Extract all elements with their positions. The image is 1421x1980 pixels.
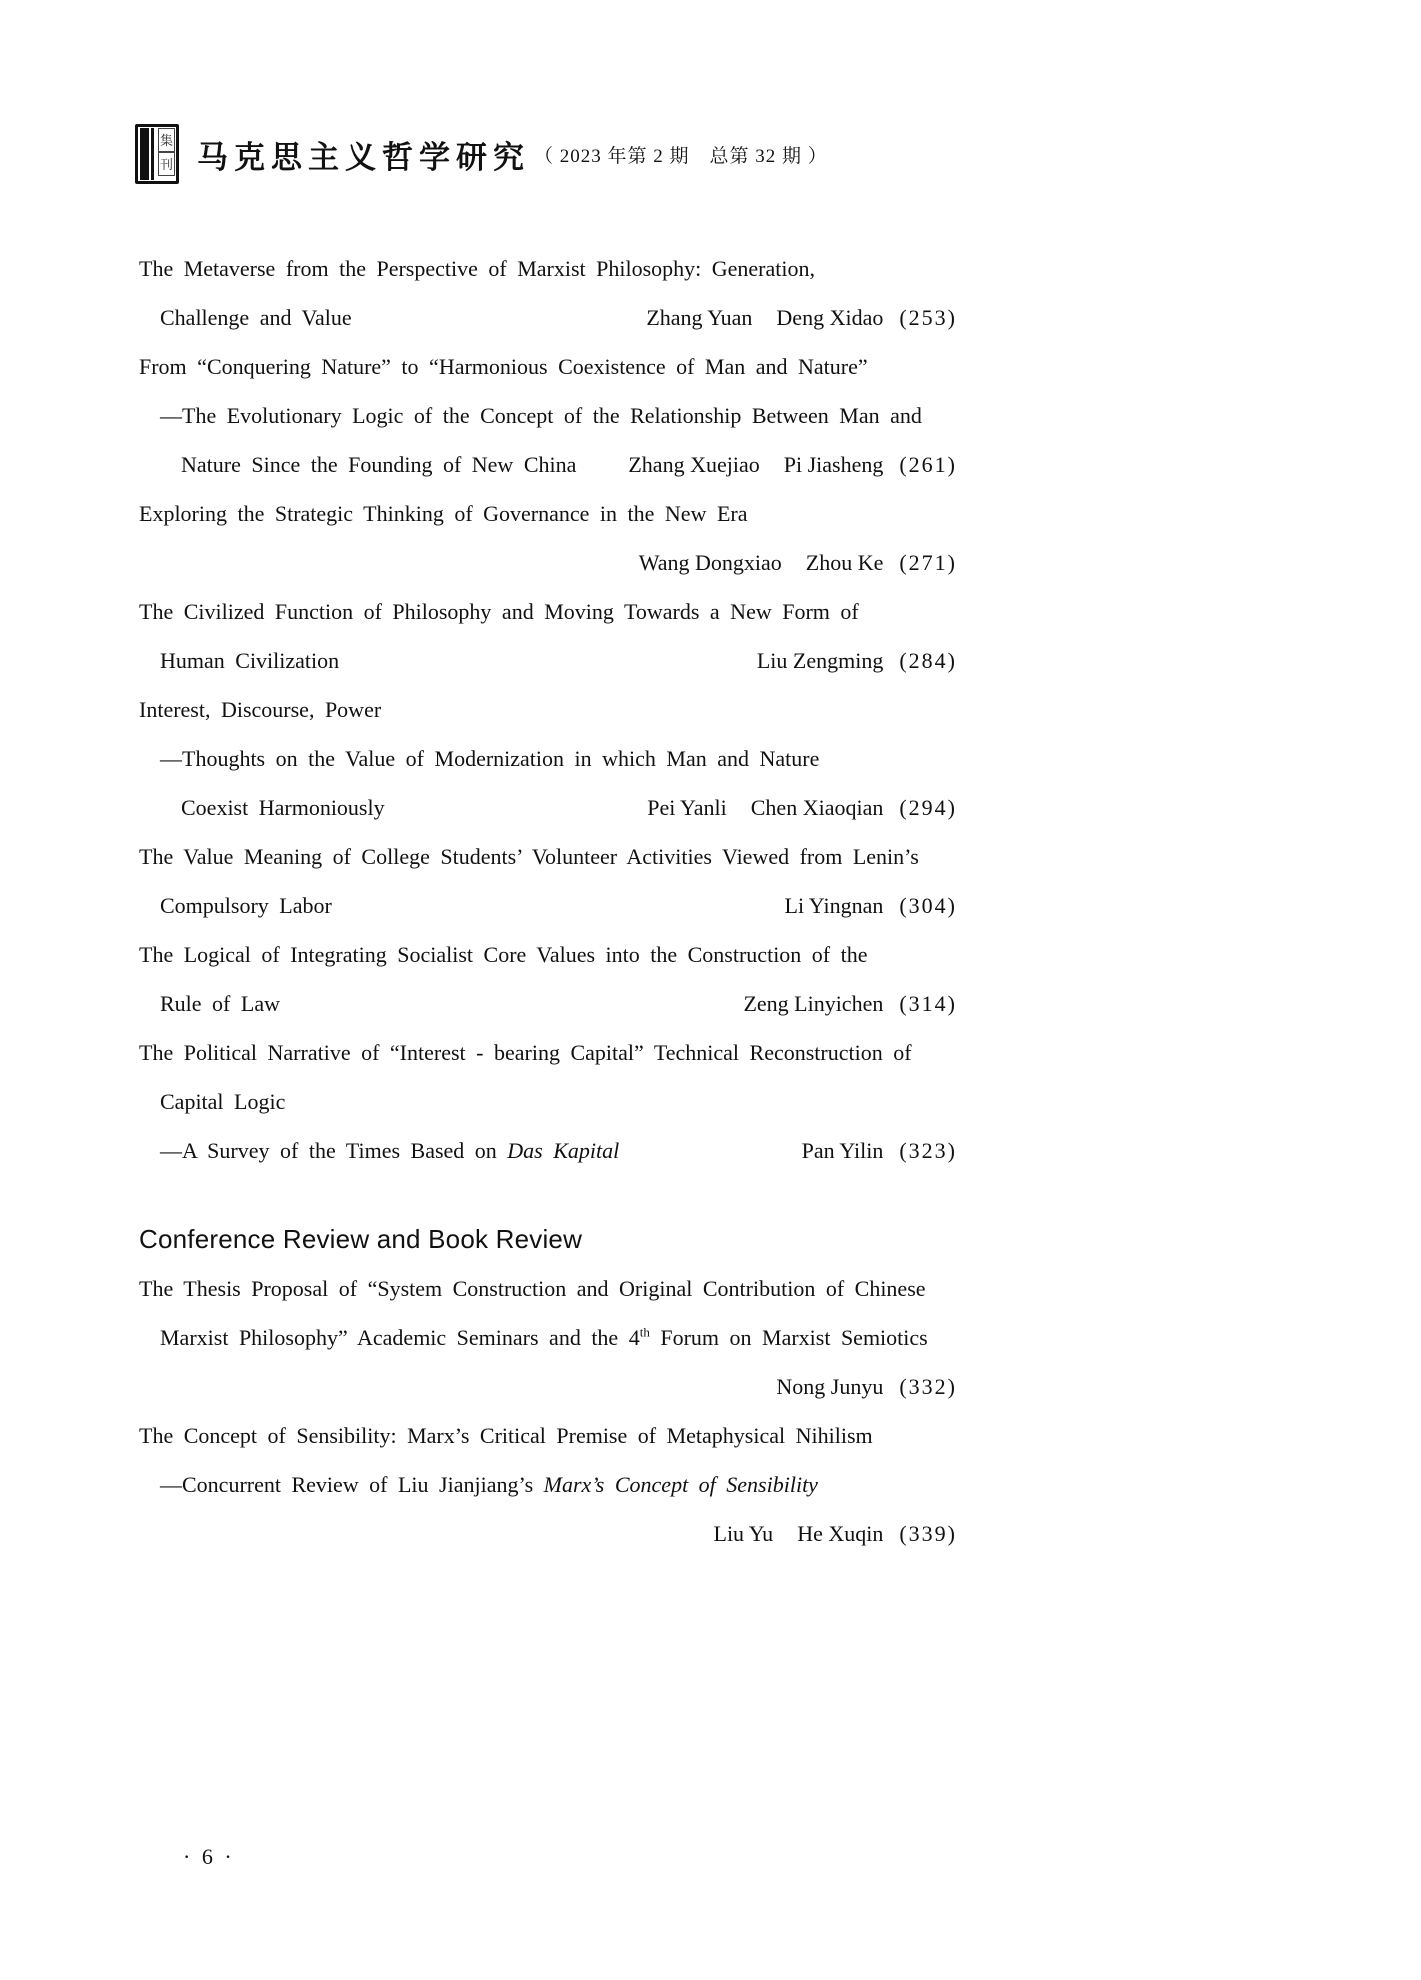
- toc-line: [139, 1411, 957, 1460]
- author-name: Pei Yanli: [647, 795, 727, 820]
- entry-title: The Thesis Proposal of “System Construction and Original Contribution of Chinese: [139, 1276, 926, 1301]
- author-name: Deng Xidao: [776, 305, 884, 330]
- entry-page-number: (332): [899, 1374, 957, 1399]
- toc-line: [139, 636, 957, 685]
- entry-title: The Value Meaning of College Students’ Volunteer Activities Viewed from Lenin’s: [139, 844, 919, 869]
- entry-authors-page: [647, 783, 957, 832]
- entry-page-number: (253): [899, 305, 957, 330]
- author-name: Pan Yilin: [801, 1138, 884, 1163]
- toc-line: [139, 587, 957, 636]
- entry-authors-page: [776, 1362, 957, 1411]
- entry-title: Challenge and Value: [160, 305, 352, 330]
- entry-authors-page: [714, 1509, 958, 1558]
- toc-line: [139, 1077, 957, 1126]
- toc-line: [139, 293, 957, 342]
- toc-line: [139, 1126, 957, 1175]
- author-name: He Xuqin: [797, 1521, 884, 1546]
- entry-title: Capital Logic: [160, 1089, 286, 1114]
- entry-page-number: (271): [899, 550, 957, 575]
- entry-title: Exploring the Strategic Thinking of Governance in the New Era: [139, 501, 748, 526]
- entry-title: Marxist Philosophy” Academic Seminars and the 4th Forum on Marxist Semiotics: [160, 1324, 928, 1350]
- entry-title: —The Evolutionary Logic of the Concept of the Relationship Between Man and: [160, 403, 922, 428]
- entry-title: The Logical of Integrating Socialist Core Values into the Construction of the: [139, 942, 868, 967]
- author-name: Liu Yu: [713, 1521, 774, 1546]
- entry-authors-page: [785, 881, 957, 930]
- entry-page-number: (304): [899, 893, 957, 918]
- toc-line: [139, 1028, 957, 1077]
- author-name: Chen Xiaoqian: [750, 795, 884, 820]
- entry-page-number: (294): [899, 795, 957, 820]
- logo-char-top: 集: [158, 128, 175, 152]
- page-footer: [183, 1832, 235, 1881]
- table-of-contents: [139, 244, 957, 1558]
- author-name: Li Yingnan: [784, 893, 884, 918]
- toc-line: [139, 1313, 957, 1362]
- toc-line: [139, 783, 957, 832]
- author-name: Zhou Ke: [805, 550, 884, 575]
- toc-line: [139, 342, 957, 391]
- entry-title: —Thoughts on the Value of Modernization in which Man and Nature: [160, 746, 820, 771]
- toc-line: [139, 538, 957, 587]
- entry-authors-page: [802, 1126, 957, 1175]
- author-name: Nong Junyu: [776, 1374, 884, 1399]
- issue-info: （ 2023 年第 2 期 总第 32 期 ）: [534, 145, 828, 167]
- author-name: Zeng Linyichen: [743, 991, 884, 1016]
- entry-title: The Political Narrative of “Interest - bearing Capital” Technical Reconstruction of: [139, 1040, 912, 1065]
- page-header: [135, 124, 828, 184]
- logo-char-bottom: 刊: [158, 152, 175, 176]
- entry-title: —Concurrent Review of Liu Jianjiang’s Marx’s Concept of Sensibility: [160, 1472, 818, 1497]
- author-name: Zhang Xuejiao: [628, 452, 760, 477]
- entry-title: The Metaverse from the Perspective of Marxist Philosophy: Generation,: [139, 256, 816, 281]
- entry-authors-page: [639, 538, 957, 587]
- entry-title: Coexist Harmoniously: [181, 795, 385, 820]
- section-heading: Conference Review and Book Review: [139, 1224, 583, 1254]
- entry-authors-page: [646, 293, 957, 342]
- journal-logo: [135, 124, 179, 184]
- author-name: Pi Jiasheng: [783, 452, 884, 477]
- toc-line: [139, 391, 957, 440]
- toc-line: [139, 1264, 957, 1313]
- entry-title: Interest, Discourse, Power: [139, 697, 382, 722]
- author-name: Wang Dongxiao: [638, 550, 782, 575]
- entry-authors-page: [743, 979, 957, 1028]
- toc-line: [139, 1362, 957, 1411]
- logo-spine-bar: [140, 128, 149, 180]
- logo-spine-stripe: [151, 128, 154, 180]
- toc-line: [139, 734, 957, 783]
- entry-title: The Concept of Sensibility: Marx’s Critical Premise of Metaphysical Nihilism: [139, 1423, 873, 1448]
- entry-title: Compulsory Labor: [160, 893, 332, 918]
- entry-title: From “Conquering Nature” to “Harmonious Coexistence of Man and Nature”: [139, 354, 868, 379]
- toc-line: [139, 1460, 957, 1509]
- toc-line: [139, 440, 957, 489]
- toc-line: [139, 832, 957, 881]
- entry-page-number: (339): [899, 1521, 957, 1546]
- toc-line: [139, 1509, 957, 1558]
- author-name: Zhang Yuan: [646, 305, 753, 330]
- entry-page-number: (261): [899, 452, 957, 477]
- logo-characters: [158, 128, 175, 176]
- author-name: Liu Zengming: [756, 648, 884, 673]
- entry-title: The Civilized Function of Philosophy and Moving Towards a New Form of: [139, 599, 859, 624]
- entry-title: Nature Since the Founding of New China: [181, 452, 577, 477]
- entry-title: —A Survey of the Times Based on Das Kapital: [160, 1138, 620, 1163]
- entry-authors-page: [628, 440, 957, 489]
- entry-page-number: (323): [899, 1138, 957, 1163]
- entry-title: Rule of Law: [160, 991, 280, 1016]
- toc-line: [139, 930, 957, 979]
- journal-title: 马克思主义哲学研究: [197, 139, 530, 175]
- toc-line: [139, 979, 957, 1028]
- toc-line: [139, 489, 957, 538]
- entry-page-number: (314): [899, 991, 957, 1016]
- entry-page-number: (284): [899, 648, 957, 673]
- page-number: · 6 ·: [183, 1844, 235, 1869]
- toc-line: [139, 685, 957, 734]
- toc-line: [139, 881, 957, 930]
- toc-line: [139, 244, 957, 293]
- entry-authors-page: [757, 636, 957, 685]
- entry-title: Human Civilization: [160, 648, 340, 673]
